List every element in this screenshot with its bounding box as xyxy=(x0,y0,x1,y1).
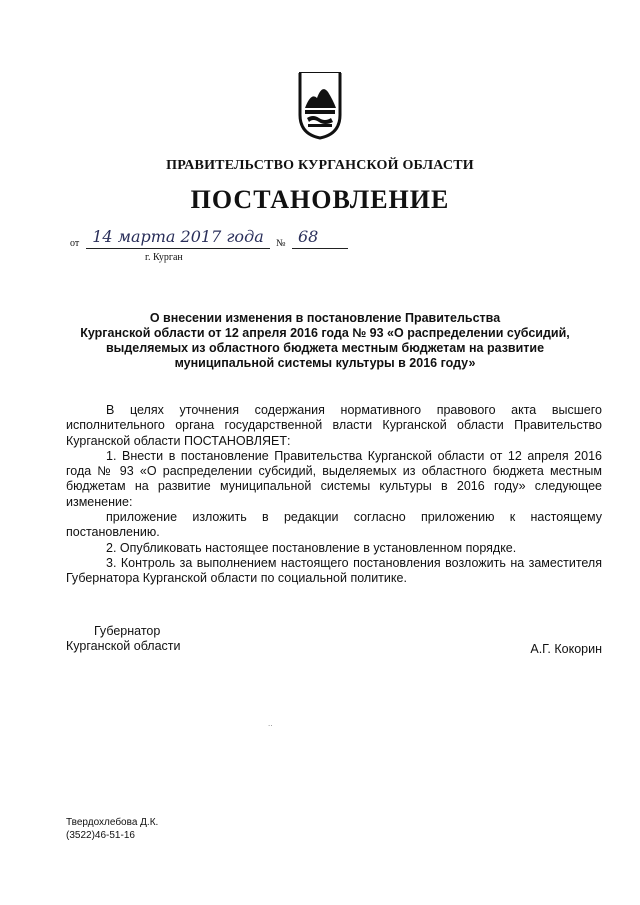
subject-line: О внесении изменения в постановление Правительства xyxy=(149,311,501,325)
scan-mark: .. xyxy=(268,719,273,728)
document-subject xyxy=(60,311,590,371)
document-body xyxy=(66,403,602,587)
executor-name: Твердохлебова Д.К. xyxy=(66,817,159,828)
subject-line: выделяемых из областного бюджета местным бюджетам на развитие xyxy=(105,341,545,355)
position-line: Губернатор xyxy=(94,624,161,638)
subject-line: муниципальной системы культуры в 2016 году» xyxy=(174,356,476,370)
executor-phone: (3522)46-51-16 xyxy=(66,830,135,841)
handwritten-number: 68 xyxy=(292,228,348,249)
signatory-name: А.Г. Кокорин xyxy=(530,642,602,656)
government-title: ПРАВИТЕЛЬСТВО КУРГАНСКОЙ ОБЛАСТИ xyxy=(166,158,474,173)
document-type: ПОСТАНОВЛЕНИЕ xyxy=(190,185,450,214)
subject-line: Курганской области от 12 апреля 2016 года № 93 «О распределении субсидий, xyxy=(80,326,570,340)
item-2: 2. Опубликовать настоящее постановление в установленном порядке. xyxy=(106,540,517,555)
item-1: 1. Внести в постановление Правительства Курганской области от 12 апреля 2016 года № 93 «О распределении субсидий, выделяемых из областного бюджета местным бюджетам на развитие муниципальной системы культуры в 2016 году» следующее изменение: xyxy=(66,448,602,509)
date-prefix: от xyxy=(70,238,80,249)
position-line: Курганской области xyxy=(66,639,181,653)
coat-of-arms-icon xyxy=(297,70,343,140)
city: г. Курган xyxy=(145,252,183,263)
number-label: № xyxy=(276,238,286,249)
handwritten-date: 14 марта 2017 года xyxy=(86,228,270,249)
item-3: 3. Контроль за выполнением настоящего постановления возложить на заместителя Губернатора Курганской области по социальной политике. xyxy=(66,555,602,586)
signatory-position xyxy=(66,624,181,654)
item-1-sub: приложение изложить в редакции согласно приложению к настоящему постановлению. xyxy=(66,510,602,540)
preamble: В целях уточнения содержания нормативного правового акта высшего исполнительного органа государственной власти Курганской области Правительство Курганской области ПОСТАНОВЛЯЕТ: xyxy=(66,403,602,448)
date-number-line xyxy=(70,228,360,252)
executor-block xyxy=(66,816,158,842)
